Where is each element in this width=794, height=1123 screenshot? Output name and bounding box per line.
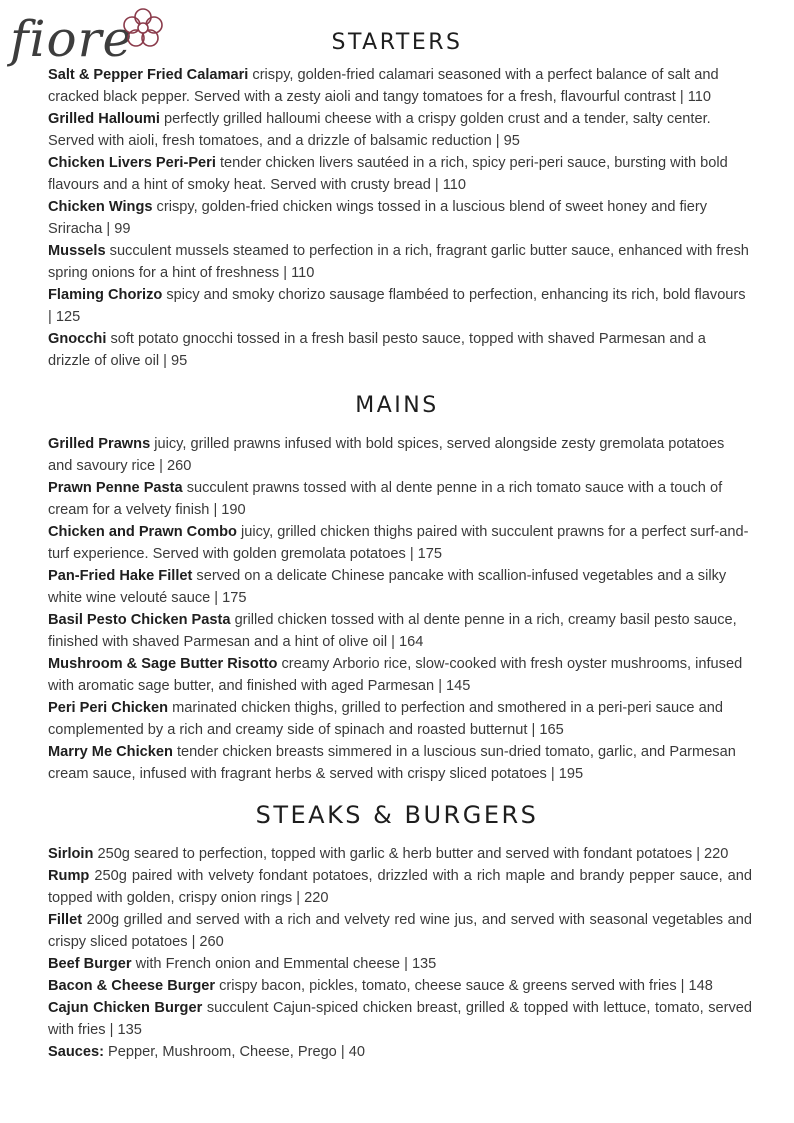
item-description: spicy and smoky chorizo sausage flambéed to perfection, enhancing its rich, bold flavours | 125	[48, 287, 746, 325]
item-description: 250g seared to perfection, topped with garlic & herb butter and served with fondant potatoes | 220	[93, 846, 729, 862]
menu-item	[48, 741, 752, 785]
menu-item	[48, 653, 752, 697]
item-name: Chicken and Prawn Combo	[48, 524, 237, 540]
item-description: juicy, grilled prawns infused with bold spices, served alongside zesty gremolata potatoes and savoury rice | 260	[48, 436, 725, 474]
menu-item	[48, 975, 752, 997]
item-description: tender chicken livers sautéed in a rich, spicy peri-peri sauce, bursting with bold flavours and a hint of smoky heat. Served with crusty bread | 110	[48, 155, 728, 193]
menu-item	[48, 477, 752, 521]
item-description: Pepper, Mushroom, Cheese, Prego | 40	[103, 1044, 365, 1060]
item-description: succulent Cajun-spiced chicken breast, grilled & topped with lettuce, tomato, served with fries | 135	[48, 1000, 753, 1038]
menu-item	[48, 521, 752, 565]
item-description: succulent mussels steamed to perfection in a rich, fragrant garlic butter sauce, enhanced with fresh spring onions for a hint of freshness | 110	[48, 243, 749, 281]
menu-item	[48, 997, 752, 1041]
item-description: succulent prawns tossed with al dente penne in a rich tomato sauce with a touch of cream for a velvety finish | 190	[48, 480, 723, 518]
item-name: Mushroom & Sage Butter Risotto	[48, 656, 278, 672]
item-description: marinated chicken thighs, grilled to perfection and smothered in a peri-peri sauce and complemented by a rich and creamy side of spinach and roasted butternut | 165	[48, 700, 723, 738]
item-name: Prawn Penne Pasta	[48, 480, 183, 496]
section-title-mains: MAINS	[355, 393, 439, 418]
item-description: crispy, golden-fried chicken wings tossed in a luscious blend of sweet honey and fiery Sriracha | 99	[48, 199, 708, 237]
item-name: Marry Me Chicken	[48, 744, 173, 760]
menu-item	[48, 565, 752, 609]
item-description: juicy, grilled chicken thighs paired with succulent prawns for a perfect surf-and-turf experience. Served with golden gremolata potatoes | 175	[48, 524, 749, 562]
item-description: crispy, golden-fried calamari seasoned with a perfect balance of salt and cracked black pepper. Served with a zesty aioli and tangy tomatoes for a fresh, flavourful contrast | 110	[48, 67, 719, 105]
menu-item	[48, 64, 752, 108]
mains-list	[48, 433, 752, 785]
item-description: tender chicken breasts simmered in a luscious sun-dried tomato, garlic, and Parmesan cream sauce, infused with fragrant herbs & served with crispy sliced potatoes | 195	[48, 744, 736, 782]
section-title-steaks-burgers: STEAKS & BURGERS	[255, 801, 539, 829]
item-description: crispy bacon, pickles, tomato, cheese sauce & greens served with fries | 148	[215, 978, 713, 994]
menu-item	[48, 609, 752, 653]
item-name: Beef Burger	[48, 956, 132, 972]
item-description: grilled chicken tossed with al dente penne in a rich, creamy basil pesto sauce, finished with shaved Parmesan and a hint of olive oil | 164	[48, 612, 737, 650]
menu-item	[48, 865, 752, 909]
menu-item	[48, 433, 752, 477]
item-name: Sauces:	[48, 1044, 104, 1060]
item-description: creamy Arborio rice, slow-cooked with fresh oyster mushrooms, infused with aromatic sage butter, and finished with aged Parmesan | 145	[48, 656, 743, 694]
steaks-burgers-list	[48, 843, 752, 1063]
item-description: perfectly grilled halloumi cheese with a crispy golden crust and a tender, salty center. Served with aioli, fresh tomatoes, and a drizzle of balsamic reduction | 95	[48, 111, 711, 149]
menu-item	[48, 108, 752, 152]
item-name: Gnocchi	[48, 331, 107, 347]
section-title-starters: STARTERS	[331, 30, 463, 55]
item-name: Fillet	[48, 912, 83, 928]
item-name: Peri Peri Chicken	[48, 700, 169, 716]
item-name: Bacon & Cheese Burger	[48, 978, 216, 994]
item-name: Flaming Chorizo	[48, 287, 163, 303]
item-name: Grilled Halloumi	[48, 111, 160, 127]
menu-item	[48, 284, 752, 328]
item-name: Salt & Pepper Fried Calamari	[48, 67, 249, 83]
menu-item	[48, 909, 752, 953]
logo-wordmark: fiore	[10, 10, 134, 68]
item-description: soft potato gnocchi tossed in a fresh basil pesto sauce, topped with shaved Parmesan and a drizzle of olive oil | 95	[48, 331, 706, 369]
item-name: Cajun Chicken Burger	[48, 1000, 203, 1016]
menu-item	[48, 953, 752, 975]
item-name: Chicken Livers Peri-Peri	[48, 155, 216, 171]
menu-item	[48, 152, 752, 196]
menu-item	[48, 196, 752, 240]
menu-item	[48, 1041, 752, 1063]
item-name: Basil Pesto Chicken Pasta	[48, 612, 231, 628]
menu-item	[48, 843, 752, 865]
item-description: 250g paired with velvety fondant potatoes, drizzled with a rich maple and brandy pepper sauce, and topped with golden, crispy onion rings | 220	[48, 868, 752, 906]
starters-list	[48, 64, 752, 372]
menu-item	[48, 240, 752, 284]
item-name: Chicken Wings	[48, 199, 153, 215]
menu-item	[48, 328, 752, 372]
item-name: Mussels	[48, 243, 106, 259]
item-name: Pan-Fried Hake Fillet	[48, 568, 193, 584]
item-name: Sirloin	[48, 846, 94, 862]
item-description: 200g grilled and served with a rich and velvety red wine jus, and served with seasonal vegetables and crispy sliced potatoes | 260	[48, 912, 752, 950]
menu-item	[48, 697, 752, 741]
item-name: Grilled Prawns	[48, 436, 151, 452]
item-description: with French onion and Emmental cheese | 135	[131, 956, 437, 972]
item-name: Rump	[48, 868, 90, 884]
item-description: served on a delicate Chinese pancake with scallion-infused vegetables and a silky white wine velouté sauce | 175	[48, 568, 727, 606]
